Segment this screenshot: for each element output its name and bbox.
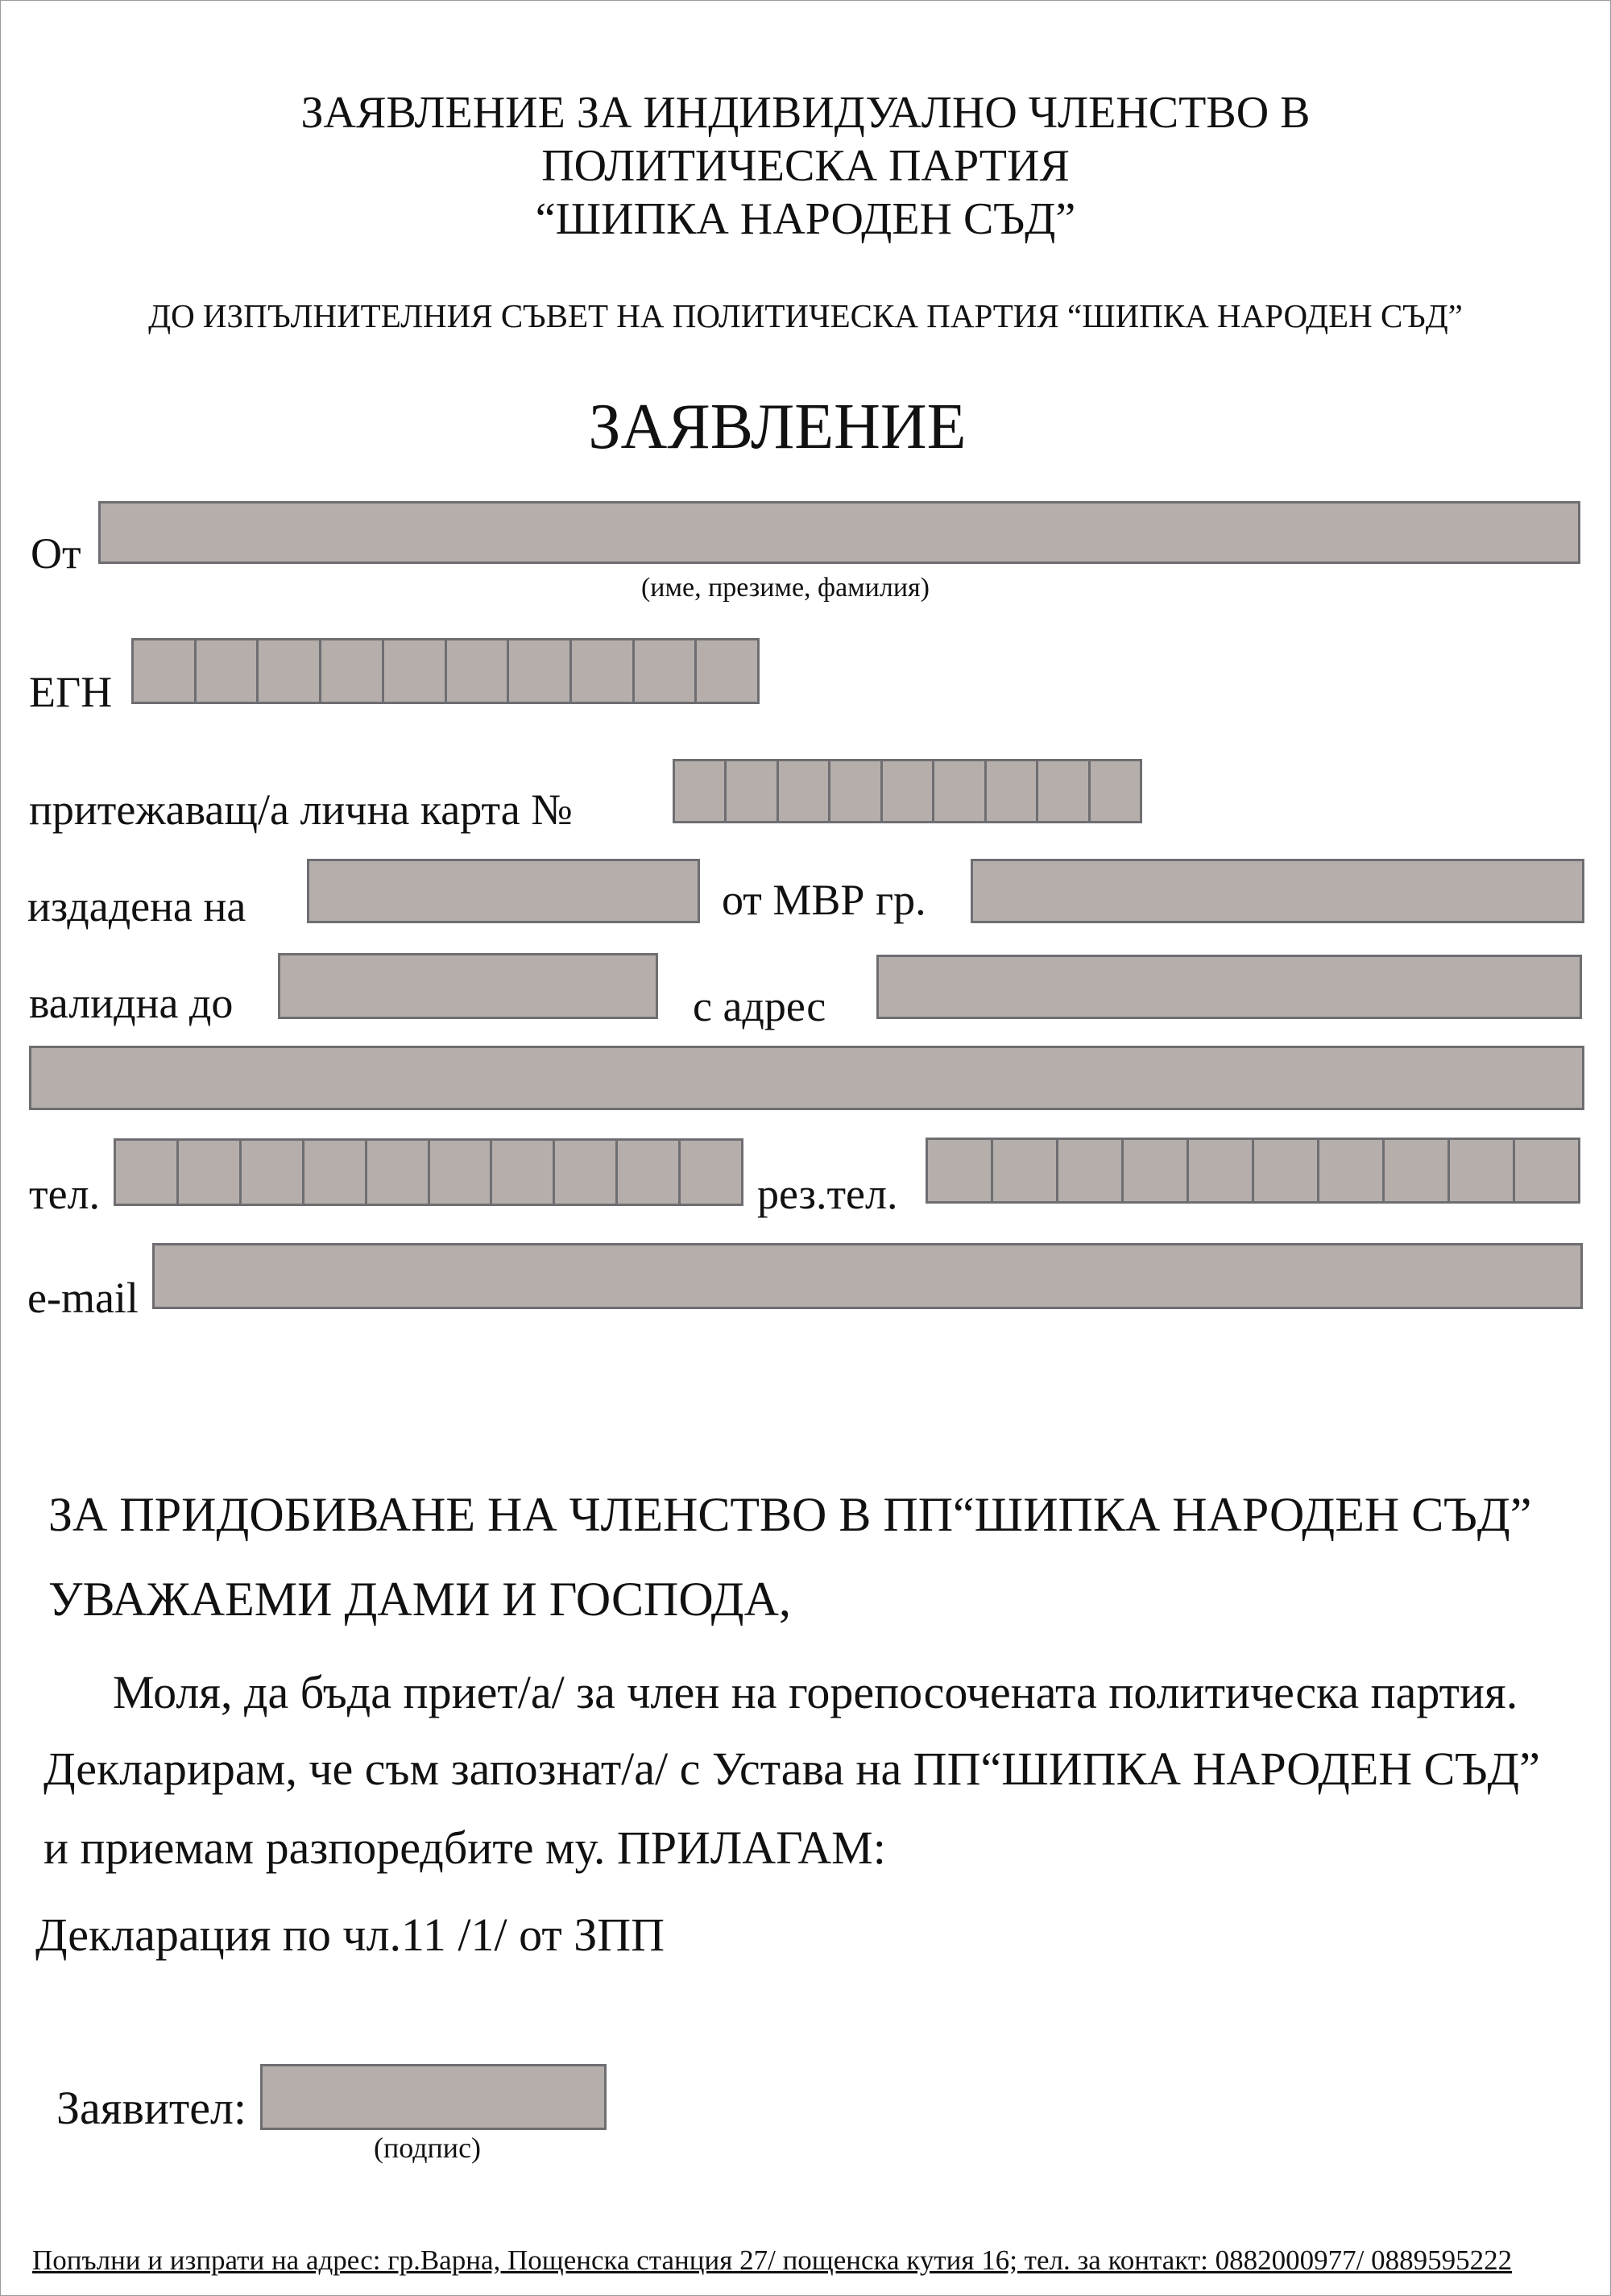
document-heading: ЗАЯВЛЕНИЕ <box>588 392 967 462</box>
request-paragraph-line-3: и приемам разпоредбите му. ПРИЛАГАМ: <box>43 1821 886 1874</box>
address-field-line-2[interactable] <box>29 1046 1584 1110</box>
from-label: От <box>31 529 81 578</box>
digit-box[interactable] <box>367 1141 430 1204</box>
digit-box[interactable] <box>304 1141 367 1204</box>
digit-box[interactable] <box>492 1141 555 1204</box>
digit-box[interactable] <box>779 761 830 821</box>
digit-box[interactable] <box>179 1141 242 1204</box>
signature-hint: (подпис) <box>374 2132 482 2164</box>
digit-box[interactable] <box>430 1141 493 1204</box>
address-label: с адрес <box>693 982 826 1030</box>
digit-box[interactable] <box>830 761 882 821</box>
digit-box[interactable] <box>1038 761 1090 821</box>
digit-box[interactable] <box>555 1141 618 1204</box>
digit-box[interactable] <box>509 640 572 702</box>
applicant-label: Заявител: <box>56 2082 247 2134</box>
digit-box[interactable] <box>928 1140 993 1201</box>
full-name-hint: (име, презиме, фамилия) <box>640 573 930 603</box>
digit-box[interactable] <box>993 1140 1058 1201</box>
digit-box[interactable] <box>1319 1140 1385 1201</box>
title-line-3: “ШИПКА НАРОДЕН СЪД” <box>535 194 1076 244</box>
digit-box[interactable] <box>681 1141 741 1204</box>
purpose-line: ЗА ПРИДОБИВАНЕ НА ЧЛЕНСТВО В ПП“ШИПКА НАРОДЕН СЪД” <box>48 1488 1532 1541</box>
signature-field[interactable] <box>260 2064 607 2130</box>
egn-digit-boxes[interactable] <box>131 638 760 704</box>
email-field[interactable] <box>152 1243 1583 1309</box>
title-line-1: ЗАЯВЛЕНИЕ ЗА ИНДИВИДУАЛНО ЧЛЕНСТВО В <box>300 88 1311 138</box>
id-card-label: притежаващ/а лична карта № <box>29 785 573 834</box>
digit-box[interactable] <box>1450 1140 1515 1201</box>
phone-label: тел. <box>29 1170 101 1218</box>
digit-box[interactable] <box>197 640 259 702</box>
digit-box[interactable] <box>987 761 1038 821</box>
digit-box[interactable] <box>1189 1140 1254 1201</box>
addressee-line: ДО ИЗПЪЛНИТЕЛНИЯ СЪВЕТ НА ПОЛИТИЧЕСКА ПАРТИЯ “ШИПКА НАРОДЕН СЪД” <box>148 297 1463 334</box>
digit-box[interactable] <box>242 1141 304 1204</box>
greeting-line: УВАЖАЕМИ ДАМИ И ГОСПОДА, <box>48 1573 791 1626</box>
digit-box[interactable] <box>697 640 757 702</box>
issued-by-label: от МВР гр. <box>722 876 926 924</box>
digit-box[interactable] <box>1515 1140 1578 1201</box>
title-line-2: ПОЛИТИЧЕСКА ПАРТИЯ <box>541 141 1070 191</box>
digit-box[interactable] <box>321 640 384 702</box>
egn-label: ЕГН <box>29 668 113 716</box>
digit-box[interactable] <box>447 640 510 702</box>
digit-box[interactable] <box>635 640 698 702</box>
digit-box[interactable] <box>1058 1140 1124 1201</box>
phone-digit-boxes[interactable] <box>114 1138 743 1206</box>
valid-until-field[interactable] <box>278 953 658 1019</box>
request-paragraph-line-2: Декларирам, че съм запознат/а/ с Устава на ПП“ШИПКА НАРОДЕН СЪД” <box>43 1743 1540 1795</box>
alt-phone-digit-boxes[interactable] <box>926 1138 1580 1204</box>
digit-box[interactable] <box>727 761 778 821</box>
digit-box[interactable] <box>934 761 986 821</box>
footer-contact-note: Попълни и изпрати на адрес: гр.Варна, Пощенска станция 27/ пощенска кутия 16; тел. за контакт: 0882000977/ 0889595222 <box>32 2244 1513 2276</box>
digit-box[interactable] <box>1124 1140 1189 1201</box>
digit-box[interactable] <box>1385 1140 1450 1201</box>
digit-box[interactable] <box>572 640 635 702</box>
valid-until-label: валидна до <box>29 979 234 1027</box>
digit-box[interactable] <box>675 761 727 821</box>
issued-on-field[interactable] <box>307 859 700 923</box>
email-label: e-mail <box>27 1274 139 1322</box>
digit-box[interactable] <box>618 1141 681 1204</box>
request-paragraph-line-1: Моля, да бъда приет/а/ за член на горепосочената политическа партия. <box>113 1666 1518 1718</box>
digit-box[interactable] <box>1254 1140 1319 1201</box>
digit-box[interactable] <box>134 640 197 702</box>
issued-on-label: издадена на <box>27 882 246 930</box>
digit-box[interactable] <box>883 761 934 821</box>
digit-box[interactable] <box>1091 761 1140 821</box>
address-field[interactable] <box>876 955 1582 1019</box>
digit-box[interactable] <box>384 640 447 702</box>
digit-box[interactable] <box>259 640 321 702</box>
id-card-number-boxes[interactable] <box>673 759 1142 823</box>
full-name-field[interactable] <box>98 501 1580 564</box>
digit-box[interactable] <box>116 1141 179 1204</box>
issued-by-city-field[interactable] <box>971 859 1584 923</box>
alt-phone-label: рез.тел. <box>757 1170 898 1218</box>
attachment-line: Декларация по чл.11 /1/ от ЗПП <box>35 1908 665 1961</box>
